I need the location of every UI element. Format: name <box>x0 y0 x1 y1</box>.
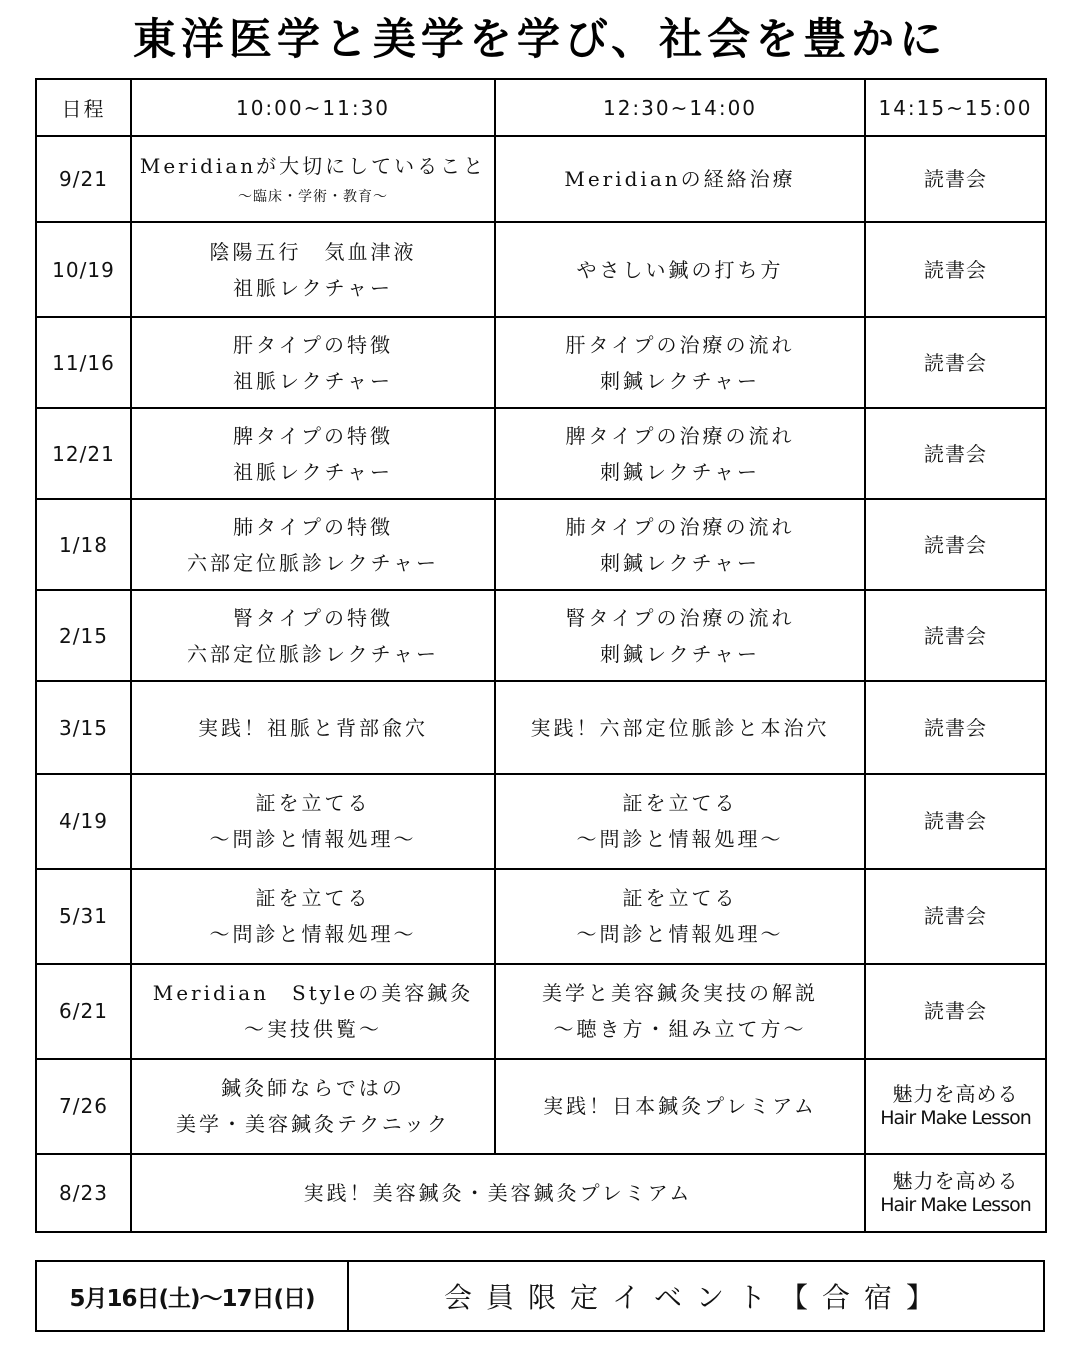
session-3-cell <box>865 136 1046 222</box>
camp-event-title: 会員限定イベント【合宿】 <box>443 1281 948 1314</box>
session-3-text: 読書会 <box>924 441 987 466</box>
session-line-1: 美学と美容鍼灸実技の解説 <box>542 981 818 1006</box>
session-line-1: 陰陽五行 気血津液 <box>209 239 417 264</box>
header-session-3: 14:15~15:00 <box>865 79 1046 136</box>
session-3-cell <box>865 317 1046 408</box>
session-2-cell <box>495 499 865 590</box>
session-2-cell <box>495 681 865 773</box>
row-date: 12/21 <box>36 408 131 499</box>
session-line-1: 脾タイプの治療の流れ <box>565 423 795 448</box>
header-date: 日程 <box>36 79 131 136</box>
session-3-text: 読書会 <box>924 809 987 834</box>
session-line-1: 肺タイプの治療の流れ <box>565 514 795 539</box>
header-session-2: 12:30~14:00 <box>495 79 865 136</box>
row-date: 11/16 <box>36 317 131 408</box>
session-2-cell <box>495 317 865 408</box>
table-row <box>36 408 1046 499</box>
session-line-1: 肝タイプの治療の流れ <box>565 332 795 357</box>
session-2-cell <box>495 408 865 499</box>
session-line-1: 実践！六部定位脈診と本治穴 <box>530 715 830 740</box>
session-line-2: 祖脈レクチャー <box>233 459 393 484</box>
session-line-1: 証を立てる <box>255 791 371 816</box>
session-line-1: Meridianが大切にしていること <box>139 154 487 179</box>
row-date: 8/23 <box>36 1154 131 1232</box>
session-2-cell <box>495 136 865 222</box>
session-line-1: 実践！美容鍼灸・美容鍼灸プレミアム <box>303 1180 693 1205</box>
session-1-cell <box>131 590 495 681</box>
session-2-cell <box>495 590 865 681</box>
session-line-1: 鍼灸師ならではの <box>221 1076 405 1101</box>
page-title: 東洋医学と美学を学び、社会を豊かに <box>132 15 948 65</box>
session-3-cell <box>865 499 1046 590</box>
session-line-2: 刺鍼レクチャー <box>600 459 760 484</box>
session-line-2: 祖脈レクチャー <box>233 368 393 393</box>
session-3-cell <box>865 964 1046 1059</box>
session-1-cell <box>131 774 495 869</box>
table-row <box>36 1154 1046 1232</box>
session-line-2: ～聴き方・組み立て方～ <box>553 1017 807 1042</box>
session-1-cell <box>131 499 495 590</box>
session-line-1: 実践！祖脈と背部兪穴 <box>198 715 428 740</box>
session-line-1: Meridian Styleの美容鍼灸 <box>152 981 474 1006</box>
session-1-cell <box>131 222 495 317</box>
row-date: 6/21 <box>36 964 131 1059</box>
session-3-subtext: Hair Make Lesson <box>880 1193 1031 1216</box>
session-1-cell <box>131 869 495 964</box>
session-line-1: 腎タイプの特徴 <box>233 605 393 630</box>
table-row <box>36 681 1046 773</box>
session-3-cell <box>865 869 1046 964</box>
session-2-cell <box>495 222 865 317</box>
session-3-text: 魅力を高める <box>892 1168 1019 1193</box>
session-3-text: 読書会 <box>924 350 987 375</box>
table-row <box>36 774 1046 869</box>
session-line-2: 六部定位脈診レクチャー <box>187 550 439 575</box>
session-3-text: 読書会 <box>924 715 987 740</box>
session-line-2: ～問診と情報処理～ <box>576 827 784 852</box>
row-date: 5/31 <box>36 869 131 964</box>
row-date: 3/15 <box>36 681 131 773</box>
session-line-1: 証を立てる <box>622 791 738 816</box>
session-3-cell <box>865 681 1046 773</box>
session-line-1: 証を立てる <box>255 886 371 911</box>
table-row <box>36 222 1046 317</box>
header-row <box>36 79 1046 136</box>
camp-date: 5月16日(土)～17日(日) <box>37 1262 349 1330</box>
session-line-2: 六部定位脈診レクチャー <box>187 641 439 666</box>
session-3-text: 読書会 <box>924 904 987 929</box>
session-1-cell <box>131 964 495 1059</box>
session-line-1: 実践！日本鍼灸プレミアム <box>543 1094 817 1119</box>
session-3-cell <box>865 1059 1046 1154</box>
row-date: 2/15 <box>36 590 131 681</box>
session-2-cell <box>495 1059 865 1154</box>
session-line-1: 証を立てる <box>622 886 738 911</box>
session-line-1: 肺タイプの特徴 <box>233 514 393 539</box>
session-line-2: ～問診と情報処理～ <box>209 827 417 852</box>
session-3-text: 読書会 <box>924 999 987 1024</box>
session-3-text: 読書会 <box>924 167 987 192</box>
table-row <box>36 964 1046 1059</box>
session-line-1: 脾タイプの特徴 <box>233 423 393 448</box>
table-row <box>36 590 1046 681</box>
session-3-cell <box>865 408 1046 499</box>
session-line-2: ～問診と情報処理～ <box>209 922 417 947</box>
row-date: 4/19 <box>36 774 131 869</box>
session-line-2: 美学・美容鍼灸テクニック <box>176 1112 450 1137</box>
camp-event-box <box>35 1260 1045 1332</box>
session-line-1: やさしい鍼の打ち方 <box>576 257 784 282</box>
session-2-cell <box>495 869 865 964</box>
session-3-text: 読書会 <box>924 532 987 557</box>
table-row <box>36 499 1046 590</box>
session-line-2: 刺鍼レクチャー <box>600 641 760 666</box>
session-1-cell <box>131 136 495 222</box>
table-row <box>36 136 1046 222</box>
table-row <box>36 317 1046 408</box>
session-2-cell <box>495 964 865 1059</box>
session-line-2: 刺鍼レクチャー <box>600 550 760 575</box>
session-3-subtext: Hair Make Lesson <box>880 1107 1031 1130</box>
session-line-2: 刺鍼レクチャー <box>600 368 760 393</box>
session-line-2: ～問診と情報処理～ <box>576 922 784 947</box>
session-3-cell <box>865 590 1046 681</box>
row-date: 7/26 <box>36 1059 131 1154</box>
row-date: 10/19 <box>36 222 131 317</box>
session-3-cell <box>865 222 1046 317</box>
session-1-cell <box>131 1059 495 1154</box>
session-line-1: 腎タイプの治療の流れ <box>565 605 795 630</box>
merged-session-cell <box>131 1154 865 1232</box>
table-row <box>36 1059 1046 1154</box>
row-date: 9/21 <box>36 136 131 222</box>
session-3-cell <box>865 1154 1046 1232</box>
session-3-text: 魅力を高める <box>892 1082 1019 1107</box>
session-1-cell <box>131 408 495 499</box>
session-3-text: 読書会 <box>924 623 987 648</box>
session-line-2: 祖脈レクチャー <box>233 275 393 300</box>
session-line-2: ～実技供覧～ <box>244 1017 382 1042</box>
header-session-1: 10:00~11:30 <box>131 79 495 136</box>
session-3-cell <box>865 774 1046 869</box>
session-3-text: 読書会 <box>924 257 987 282</box>
session-2-cell <box>495 774 865 869</box>
schedule-table <box>35 78 1047 1233</box>
session-line-1: Meridianの経絡治療 <box>564 167 796 192</box>
session-line-2: ～臨床・学術・教育～ <box>238 189 388 206</box>
session-1-cell <box>131 317 495 408</box>
session-1-cell <box>131 681 495 773</box>
session-line-1: 肝タイプの特徴 <box>233 332 393 357</box>
table-row <box>36 869 1046 964</box>
row-date: 1/18 <box>36 499 131 590</box>
